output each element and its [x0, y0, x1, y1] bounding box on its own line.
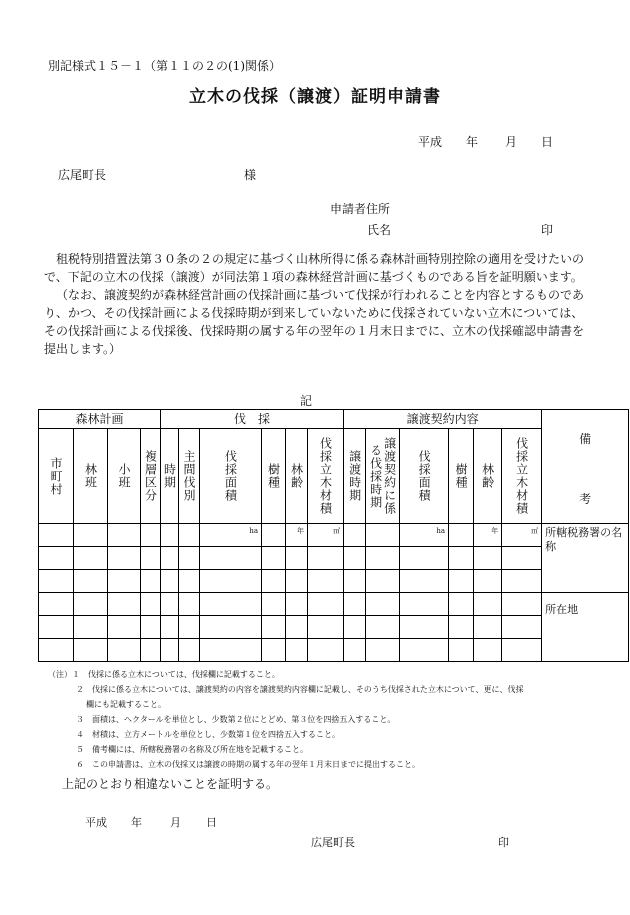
- cell[interactable]: [286, 593, 308, 616]
- cell[interactable]: [262, 616, 286, 639]
- cell[interactable]: [449, 570, 474, 593]
- cell[interactable]: [161, 547, 179, 570]
- note-line: ６ この申請書は、立木の伐採又は譲渡の時期の属する年の翌年１月末日までに提出すること。: [76, 760, 420, 769]
- body-text: [44, 250, 584, 358]
- note-line: ５ 備考欄には、所轄税務署の名称及び所在地を記載すること。: [76, 745, 308, 754]
- cell[interactable]: [39, 616, 74, 639]
- footer-month: 月: [170, 816, 181, 829]
- cell[interactable]: [141, 547, 161, 570]
- remarks-header-bottom: 考: [579, 492, 592, 506]
- cell[interactable]: [286, 639, 308, 662]
- cell[interactable]: [179, 547, 200, 570]
- cell[interactable]: [179, 570, 200, 593]
- cell[interactable]: [39, 570, 74, 593]
- remarks-tax-office-label: 所轄税務署の名称: [545, 526, 623, 553]
- col-municipality: 市町村: [49, 456, 63, 496]
- col-rinpan: 林班: [83, 463, 98, 489]
- cell[interactable]: [366, 593, 400, 616]
- remarks-header: [542, 410, 629, 524]
- cell[interactable]: [141, 570, 161, 593]
- ki-label: 記: [300, 394, 313, 408]
- unit-year-transfer: 年: [474, 524, 502, 547]
- unit-m3: ㎥: [308, 524, 344, 547]
- col-forest-age: 林齢: [289, 463, 304, 489]
- cell[interactable]: [449, 616, 474, 639]
- cell[interactable]: [200, 547, 262, 570]
- date-month: 月: [505, 135, 518, 149]
- cell[interactable]: [344, 639, 366, 662]
- applicant-address-label: 申請者住所: [330, 202, 391, 216]
- col-transfer-to-cut: 譲渡契約に係る伐採時期: [368, 437, 397, 515]
- cell[interactable]: [74, 570, 108, 593]
- cell[interactable]: [200, 616, 262, 639]
- cell[interactable]: [366, 570, 400, 593]
- cell[interactable]: [200, 593, 262, 616]
- cell[interactable]: [449, 524, 474, 547]
- addressee-name: 広尾町長: [58, 168, 107, 182]
- note-line: （注）１ 伐採に係る立木については、伐採欄に記載すること。: [48, 670, 280, 679]
- table-row: [39, 639, 629, 662]
- cell[interactable]: [108, 547, 141, 570]
- cell[interactable]: [344, 616, 366, 639]
- cell[interactable]: [179, 524, 200, 547]
- col-shohan: 小班: [117, 463, 131, 489]
- cell[interactable]: [74, 547, 108, 570]
- table-row: [39, 547, 629, 570]
- applicant-name-label: 氏名: [367, 223, 392, 237]
- cell[interactable]: [449, 593, 474, 616]
- cell[interactable]: [400, 547, 449, 570]
- cell[interactable]: [502, 547, 542, 570]
- cell[interactable]: [286, 570, 308, 593]
- cell[interactable]: [400, 639, 449, 662]
- cell[interactable]: [39, 593, 74, 616]
- cell[interactable]: [308, 547, 344, 570]
- cell[interactable]: [39, 547, 74, 570]
- footer-day: 日: [206, 816, 217, 829]
- cell[interactable]: [366, 547, 400, 570]
- cell[interactable]: [141, 593, 161, 616]
- col-cut-volume: 伐採立木材積: [318, 437, 333, 515]
- cell[interactable]: [400, 570, 449, 593]
- cell[interactable]: [262, 524, 286, 547]
- cell[interactable]: [141, 616, 161, 639]
- table-row: [39, 570, 629, 593]
- date-day: 日: [541, 135, 554, 149]
- cell[interactable]: [344, 524, 366, 547]
- col-t-forest-age: 林齢: [480, 463, 495, 489]
- notes: [48, 667, 524, 772]
- unit-m3-transfer: ㎥: [502, 524, 542, 547]
- cell[interactable]: [161, 570, 179, 593]
- application-table: [38, 409, 629, 662]
- date-era: 平成: [418, 135, 443, 149]
- cell[interactable]: [108, 570, 141, 593]
- footer-year: 年: [131, 816, 142, 829]
- cell[interactable]: [161, 639, 179, 662]
- cell[interactable]: [502, 593, 542, 616]
- col-main-inter: 主間伐別: [182, 450, 197, 502]
- cell[interactable]: [308, 570, 344, 593]
- group-forest-plan: 森林計画: [39, 410, 161, 429]
- cell[interactable]: [108, 639, 141, 662]
- col-multi-layer: 複層区分: [143, 450, 158, 502]
- remarks-tax-office: [542, 524, 629, 593]
- cell[interactable]: [449, 547, 474, 570]
- remarks-header-top: 備: [579, 432, 592, 446]
- col-transfer-period: 譲渡時期: [347, 450, 362, 502]
- page-title: 立木の伐採（譲渡）証明申請書: [189, 87, 441, 107]
- footer-era: 平成: [85, 816, 107, 829]
- cell[interactable]: [39, 524, 74, 547]
- cell[interactable]: [474, 547, 502, 570]
- cell[interactable]: [179, 593, 200, 616]
- cell[interactable]: [74, 639, 108, 662]
- remarks-location-label: 所在地: [545, 603, 579, 616]
- unit-ha: ha: [200, 524, 262, 547]
- applicant-seal: 印: [541, 223, 554, 237]
- addressee-honorific: 様: [244, 168, 257, 182]
- cell[interactable]: [161, 616, 179, 639]
- cell[interactable]: [108, 524, 141, 547]
- cell[interactable]: [108, 616, 141, 639]
- note-line: 欄にも記載すること。: [86, 700, 166, 709]
- cell[interactable]: [141, 639, 161, 662]
- cell[interactable]: [308, 639, 344, 662]
- cell[interactable]: [161, 524, 179, 547]
- cell[interactable]: [474, 639, 502, 662]
- cell[interactable]: [474, 570, 502, 593]
- cell[interactable]: [502, 639, 542, 662]
- col-cut-area: 伐採面積: [223, 450, 238, 502]
- group-cutting: 伐 採: [161, 410, 344, 429]
- cell[interactable]: [179, 616, 200, 639]
- footer-certifier: 広尾町長: [311, 836, 355, 849]
- cell[interactable]: [400, 616, 449, 639]
- cell[interactable]: [39, 639, 74, 662]
- note-line: ４ 材積は、立方メートルを単位とし、少数第１位を四捨五入すること。: [76, 730, 340, 739]
- body-paragraph-1: 租税特別措置法第３０条の２の規定に基づく山林所得に係る森林計画特別控除の適用を受けたいので、下記の立木の伐採（譲渡）が同法第１項の森林経営計画に基づくものである旨を証明願います。: [44, 252, 585, 284]
- cell[interactable]: [474, 616, 502, 639]
- unit-year: 年: [286, 524, 308, 547]
- col-t-tree-species: 樹種: [454, 463, 469, 489]
- col-period: 時期: [162, 463, 177, 489]
- table-row: [39, 593, 629, 616]
- cell[interactable]: [308, 593, 344, 616]
- cell[interactable]: [200, 639, 262, 662]
- cell[interactable]: [286, 547, 308, 570]
- cell[interactable]: [344, 570, 366, 593]
- cell[interactable]: [474, 593, 502, 616]
- cell[interactable]: [74, 616, 108, 639]
- cell[interactable]: [400, 593, 449, 616]
- table-row: [39, 524, 629, 547]
- cell[interactable]: [366, 639, 400, 662]
- unit-ha-transfer: ha: [400, 524, 449, 547]
- footer-seal: 印: [498, 836, 509, 849]
- col-tree-species: 樹種: [266, 463, 281, 489]
- cell[interactable]: [286, 616, 308, 639]
- col-t-cut-volume: 伐採立木材積: [514, 437, 529, 515]
- date-year: 年: [466, 135, 479, 149]
- note-line: ３ 面積は、ヘクタールを単位とし、少数第２位にとどめ、第３位を四捨五入すること。: [76, 715, 396, 724]
- group-transfer: 譲渡契約内容: [344, 410, 542, 429]
- cell[interactable]: [308, 616, 344, 639]
- cell[interactable]: [262, 570, 286, 593]
- form-id: 別記様式１５－１（第１１の２の(1)関係）: [48, 59, 281, 73]
- cell[interactable]: [74, 524, 108, 547]
- cell[interactable]: [108, 593, 141, 616]
- body-paragraph-2: （なお、譲渡契約が森林経営計画の伐採計画に基づいて伐採が行われることを内容とするものであり、かつ、その伐採計画による伐採時期が到来していないために伐採されていない立木については、その伐採計画による伐採後、伐採時期の属する年の翌年の１月末日までに、立木の伐採確認申請書を提出します。）: [44, 288, 585, 356]
- cell[interactable]: [74, 593, 108, 616]
- cell[interactable]: [141, 524, 161, 547]
- cell[interactable]: [262, 593, 286, 616]
- cell[interactable]: [179, 639, 200, 662]
- cell[interactable]: [200, 570, 262, 593]
- cell[interactable]: [344, 547, 366, 570]
- cell[interactable]: [449, 639, 474, 662]
- cell[interactable]: [344, 593, 366, 616]
- cell[interactable]: [502, 616, 542, 639]
- table-row: [39, 616, 629, 639]
- cell[interactable]: [161, 593, 179, 616]
- note-line: ２ 伐採に係る立木については、譲渡契約の内容を譲渡契約内容欄に記載し、そのうち伐採された立木について、更に、伐採: [76, 685, 524, 694]
- cell[interactable]: [366, 616, 400, 639]
- cell[interactable]: [502, 570, 542, 593]
- remarks-location: [542, 593, 629, 662]
- cell[interactable]: [366, 524, 400, 547]
- cell[interactable]: [262, 547, 286, 570]
- cell[interactable]: [262, 639, 286, 662]
- col-t-cut-area: 伐採面積: [417, 450, 432, 502]
- certification-statement: 上記のとおり相違ないことを証明する。: [62, 777, 279, 791]
